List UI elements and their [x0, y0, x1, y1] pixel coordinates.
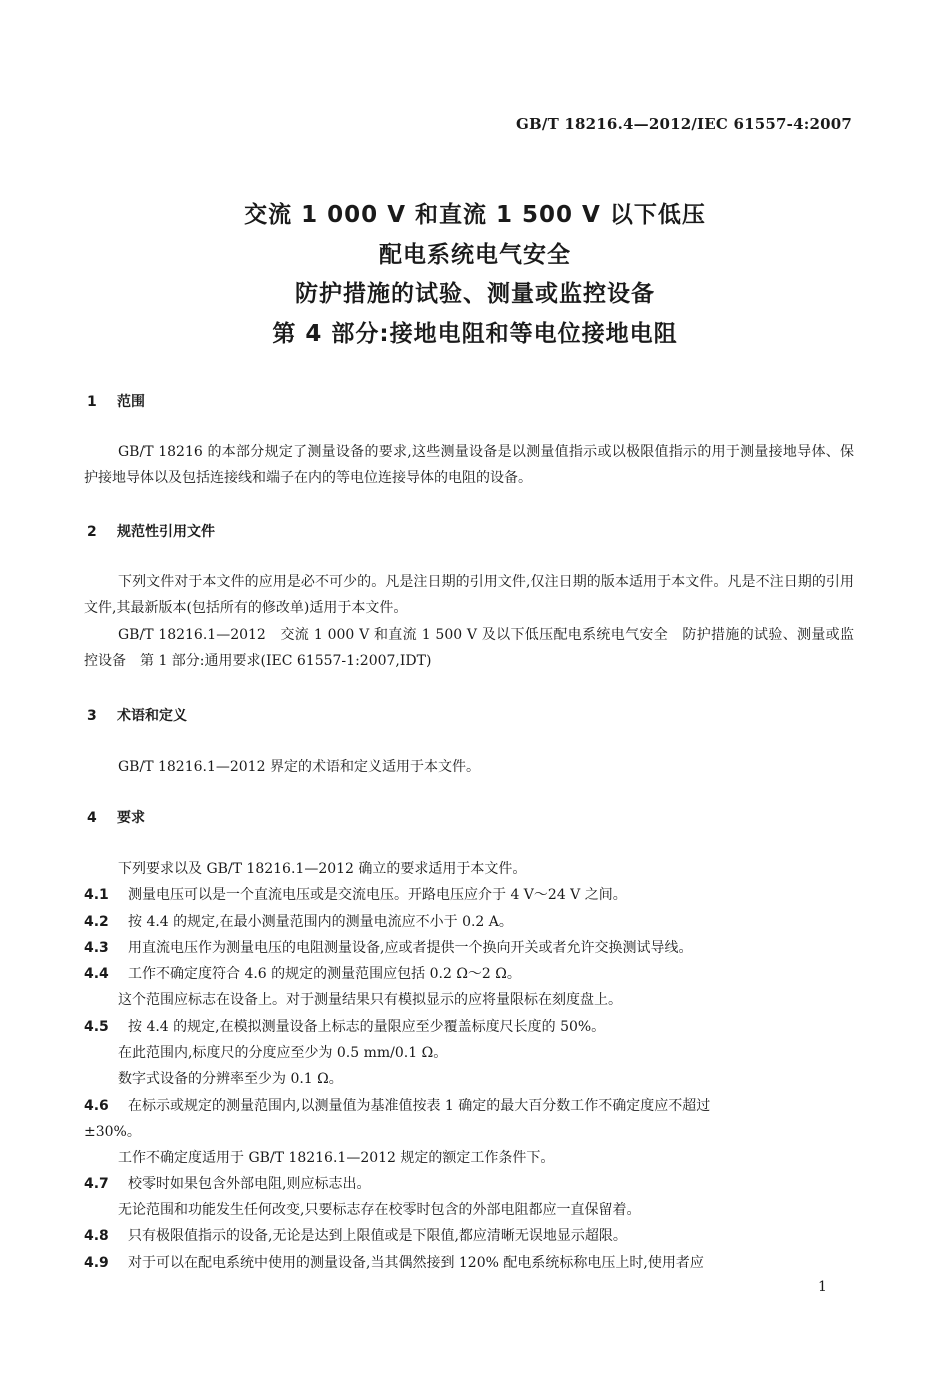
- clause-text: 只有极限值指示的设备,无论是达到上限值或是下限值,都应清晰无误地显示超限。: [128, 1228, 627, 1244]
- clause-number: 4.1: [84, 887, 109, 903]
- page-number: 1: [818, 1279, 827, 1295]
- section-number: 3: [87, 708, 97, 724]
- clause-4-1: [84, 884, 627, 904]
- clause-text: 测量电压可以是一个直流电压或是交流电压。开路电压应介于 4 V～24 V 之间。: [128, 887, 627, 903]
- clause-number: 4.7: [84, 1176, 109, 1192]
- normative-reference: GB/T 18216.1—2012 交流 1 000 V 和直流 1 500 V 及以下低压配电系统电气安全 防护措施的试验、测量或监控设备 第 1 部分:通用要求(IEC 61557-1:2007,IDT): [84, 627, 854, 669]
- clause-number: 4.9: [84, 1255, 109, 1271]
- section-title: 范围: [117, 394, 145, 410]
- clause-4-7-note: 无论范围和功能发生任何改变,只要标志存在校零时包含的外部电阻都应一直保留着。: [118, 1202, 641, 1218]
- section-2-heading: [87, 521, 215, 541]
- clause-text: 对于可以在配电系统中使用的测量设备,当其偶然接到 120% 配电系统标称电压上时,使用者应: [128, 1255, 704, 1271]
- clause-number: 4.4: [84, 966, 109, 982]
- clause-4-5: [84, 1016, 605, 1036]
- section-title: 规范性引用文件: [117, 524, 215, 540]
- clause-text: 工作不确定度符合 4.6 的规定的测量范围应包括 0.2 Ω～2 Ω。: [128, 966, 521, 982]
- clause-4-5-note-1: 在此范围内,标度尺的分度应至少为 0.5 mm/0.1 Ω。: [118, 1045, 448, 1061]
- clause-number: 4.6: [84, 1098, 109, 1114]
- clause-4-6-continuation: ±30%。: [84, 1124, 141, 1140]
- title-line: 防护措施的试验、测量或监控设备: [295, 281, 655, 307]
- title-line: 交流 1 000 V 和直流 1 500 V 以下低压: [244, 202, 706, 228]
- clause-4-6-note: 工作不确定度适用于 GB/T 18216.1—2012 规定的额定工作条件下。: [118, 1150, 555, 1166]
- clause-4-3: [84, 937, 692, 957]
- clause-text: 在标示或规定的测量范围内,以测量值为基准值按表 1 确定的最大百分数工作不确定度应不超过: [128, 1098, 711, 1114]
- section-4-heading: [87, 807, 145, 827]
- section-1-text: GB/T 18216 的本部分规定了测量设备的要求,这些测量设备是以测量值指示或以极限值指示的用于测量接地导体、保护接地导体以及包括连接线和端子在内的等电位连接导体的电阻的设备。: [84, 444, 854, 486]
- document-title: [0, 196, 950, 354]
- clause-4-5-note-2: 数字式设备的分辨率至少为 0.1 Ω。: [118, 1071, 343, 1087]
- section-title: 术语和定义: [117, 708, 187, 724]
- section-2-text-1: 下列文件对于本文件的应用是必不可少的。凡是注日期的引用文件,仅注日期的版本适用于本文件。凡是不注日期的引用文件,其最新版本(包括所有的修改单)适用于本文件。: [84, 574, 854, 616]
- title-line: 第 4 部分:接地电阻和等电位接地电阻: [272, 320, 678, 347]
- section-number: 2: [87, 524, 97, 540]
- section-4-intro: 下列要求以及 GB/T 18216.1—2012 确立的要求适用于本文件。: [118, 861, 527, 877]
- section-3-heading: [87, 705, 187, 725]
- clause-4-4: [84, 963, 521, 983]
- section-number: 4: [87, 810, 97, 826]
- clause-4-8: [84, 1225, 627, 1245]
- standard-id: GB/T 18216.4—2012/IEC 61557-4:2007: [516, 115, 852, 133]
- title-line: 配电系统电气安全: [379, 241, 571, 268]
- clause-number: 4.3: [84, 940, 109, 956]
- clause-number: 4.8: [84, 1228, 109, 1244]
- clause-4-2: [84, 911, 513, 931]
- section-1-heading: [87, 391, 145, 411]
- clause-4-4-note: 这个范围应标志在设备上。对于测量结果只有模拟显示的应将量限标在刻度盘上。: [118, 992, 622, 1008]
- section-3-text: GB/T 18216.1—2012 界定的术语和定义适用于本文件。: [118, 759, 480, 775]
- clause-4-7: [84, 1173, 370, 1193]
- clause-text: 校零时如果包含外部电阻,则应标志出。: [128, 1176, 371, 1192]
- clause-number: 4.2: [84, 914, 109, 930]
- section-title: 要求: [117, 810, 145, 826]
- clause-4-6: [84, 1095, 710, 1115]
- clause-text: 按 4.4 的规定,在最小测量范围内的测量电流应不小于 0.2 A。: [128, 914, 513, 930]
- clause-text: 用直流电压作为测量电压的电阻测量设备,应或者提供一个换向开关或者允许交换测试导线。: [128, 940, 693, 956]
- clause-number: 4.5: [84, 1019, 109, 1035]
- clause-4-9: [84, 1252, 704, 1272]
- clause-text: 按 4.4 的规定,在模拟测量设备上标志的量限应至少覆盖标度尺长度的 50%。: [128, 1019, 606, 1035]
- section-number: 1: [87, 394, 97, 410]
